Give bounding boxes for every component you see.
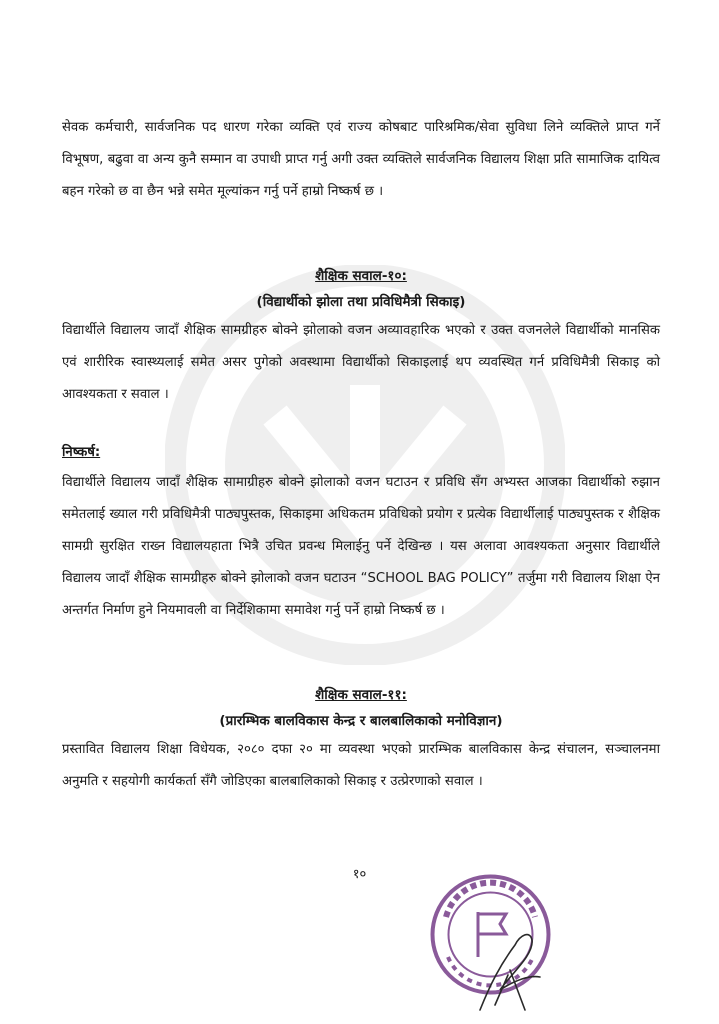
conclusion-label: निष्कर्ष: [62, 445, 101, 460]
section-10-body: विद्यार्थीले विद्यालय जादाँ शैक्षिक सामग्रीहरु बोक्ने झोलाको वजन अव्यावहारिक भएको र उक्त वजनलेले विद्यार्थीको मानसिक एवं शारीरिक स्वास्थ्यलाई समेत असर पुगेको अवस्थामा विद्यार्थीको सिकाइलाई थप व्यवस्थित गर्न प्रविधिमैत्री सिकाइ को आवश्यकता र सवाल । [62, 323, 660, 402]
signature [470, 915, 550, 1015]
section-10-conclusion: विद्यार्थीले विद्यालय जादाँ शैक्षिक सामाग्रीहरु बोक्ने झोलाको वजन घटाउन र प्रविधि सँग अभ्यस्त आजका विद्यार्थीको रुझान समेतलाई ख्याल गरी प्रविधिमैत्री पाठ्यपुस्तक, सिकाइमा अधिकतम प्रविधिको प्रयोग र प्रत्येक विद्यार्थीलाई पाठ्यपुस्तक र शैक्षिक सामग्री सुरक्षित राख्न विद्यालयहाता भित्रै उचित प्रवन्ध मिलाईनु पर्ने देखिन्छ । यस अलावा आवश्यकता अनुसार विद्यार्थीले विद्यालय जादाँ शैक्षिक सामग्रीहरु बोक्ने झोलाको वजन घटाउन “SCHOOL BAG POLICY” तर्जुमा गरी विद्यालय शिक्षा ऐन अन्तर्गत निर्माण हुने नियमावली वा निर्देशिकामा समावेश गर्नु पर्ने हाम्रो निष्कर्ष छ । [62, 475, 660, 618]
intro-paragraph: सेवक कर्मचारी, सार्वजनिक पद धारण गरेका व्यक्ति एवं राज्य कोषबाट पारिश्रमिक/सेवा सुविधा लिने व्यक्तिले प्राप्त गर्ने विभूषण, बढुवा वा अन्य कुनै सम्मान वा उपाधी प्राप्त गर्नु अगी उक्त व्यक्तिले सार्वजनिक विद्यालय शिक्षा प्रति सामाजिक दायित्व बहन गरेको छ वा छैन भन्ने समेत मूल्यांकन गर्नु पर्ने हाम्रो निष्कर्ष छ । [62, 120, 660, 199]
document-body [62, 112, 660, 798]
section-11-title: शैक्षिक सवाल-११: [315, 687, 407, 703]
page-number: १० [352, 867, 367, 882]
section-10-subtitle: (विद्यार्थीको झोला तथा प्रविधिमैत्री सिकाइ) [256, 294, 466, 310]
section-11-subtitle: (प्रारम्भिक बालविकास केन्द्र र बालबालिकाको मनोविज्ञान) [219, 713, 503, 729]
section-11-body: प्रस्तावित विद्यालय शिक्षा विधेयक, २०८० दफा २० मा व्यवस्था भएको प्रारम्भिक बालविकास केन्द्र संचालन, सञ्चालनमा अनुमति र सहयोगी कार्यकर्ता सँगै जोडिएका बालबालिकाको सिकाइ र उत्प्रेरणाको सवाल । [62, 742, 660, 789]
section-10-title: शैक्षिक सवाल-१०: [315, 268, 407, 284]
